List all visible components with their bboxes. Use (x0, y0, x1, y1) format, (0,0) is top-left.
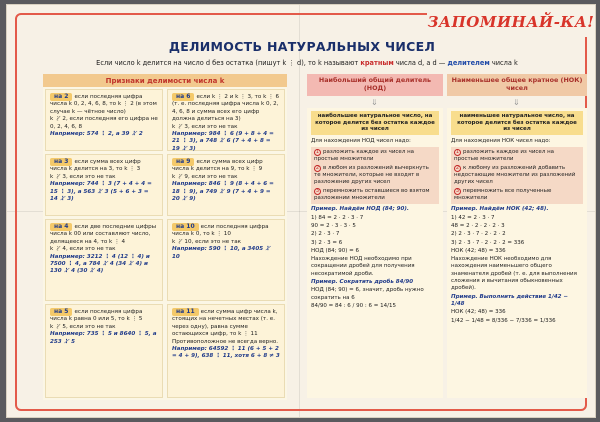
gcd-step: 1 разложить каждое из чисел на простые множители (314, 149, 415, 163)
gcd-step: 2 в любом из разложений вычеркнуть те множители, которые не входят в разложение других чисел (314, 164, 429, 186)
gcd-line: НОД (84; 90) = 6 (311, 247, 360, 254)
lcm-line: НОК (42; 48) = 336 (451, 247, 506, 254)
rules-header: Признаки делимости числа k (43, 74, 287, 87)
lcm-example2: Пример. Выполнить действие 1/42 − 1/48 (451, 293, 569, 308)
intro-text: Если число k делится на число d без остатка (пишут k ⋮ d), то k называют кратным числа d, а d — делителем числа k (96, 59, 518, 67)
rule-badge: на 5 (50, 308, 72, 316)
rule-cell (45, 304, 163, 398)
rule-badge: на 3 (50, 158, 72, 166)
lcm-steps (451, 147, 583, 204)
rule-example: Например: 590 ⋮ 10, а 3405 ⋮̸ 10 (172, 246, 271, 260)
gcd-header: Наибольший общий делитель (НОД) (307, 74, 443, 96)
gcd-step: 3 перемножить оставшиеся во взятом разложении множители (314, 187, 430, 201)
stamp-label: ЗАПОМИНАЙ-КА! (427, 7, 595, 37)
rule-badge: на 4 (50, 223, 72, 231)
gcd-note: Нахождение НОД необходимо при сокращении дробей для получения несократимой дроби. (311, 256, 415, 277)
lcm-definition: наименьшее натуральное число, на которое делится без остатка каждое из чисел (451, 111, 583, 135)
lcm-step: 2 к любому из разложений добавить недостающие множители из разложений других чисел (454, 164, 576, 186)
lcm-step: 1 разложить каждое из чисел на простые множители (454, 149, 555, 163)
rule-badge: на 10 (172, 223, 199, 231)
rule-negation: k ⋮̸ 5, если это не так (50, 323, 116, 330)
rule-cell (167, 154, 285, 216)
lcm-line: 1) 42 = 2 · 3 · 7 (451, 214, 495, 221)
lcm-column (447, 108, 587, 398)
gcd-steps (311, 147, 439, 204)
rule-badge: на 6 (172, 93, 194, 101)
gcd-fraction: 84/90 = 84 : 6 / 90 : 6 = 14/15 (311, 303, 396, 310)
rule-example: Например: 3212 ⋮ 4 (12 ⋮ 4) и 7500 ⋮ 4, а 784 ⋮̸ 4 (34 ⋮̸ 4) и 130 ⋮̸ 4 (30 ⋮̸ 4) (50, 253, 150, 275)
rule-negation: k ⋮̸ 3, если это не так (50, 173, 116, 180)
rule-text: если две последние цифры числа k 00 или составляют число, делящееся на 4, то k ⋮ 4 (50, 224, 157, 245)
rule-text: если последняя цифра числа k 0, то k ⋮ 10 (172, 224, 269, 238)
rule-text: если последняя цифра числа k равна 0 или 5, то k ⋮ 5 (50, 309, 143, 323)
gcd-column (307, 108, 443, 398)
rule-example: Например: 984 ⋮ 6 (9 + 8 + 4 = 21 ⋮ 3), а 748 ⋮̸ 6 (7 + 4 + 8 = 19 ⋮̸ 3) (172, 130, 274, 152)
page-title: ДЕЛИМОСТЬ НАТУРАЛЬНЫХ ЧИСЕЛ (168, 39, 436, 54)
rule-negation: k ⋮̸ 4, если это не так (50, 246, 116, 253)
rule-text: если сумма всех цифр числа k делится на 9, то k ⋮ 9 (172, 159, 263, 173)
rule-text: если сумма цифр числа k, стоящих на нечетных местах (т. е. через одну), равна сумме остающихся цифр, то k ⋮ 11 (172, 309, 278, 338)
rule-example: Например: 735 ⋮ 5 и 8640 ⋮ 5, а 253 ⋮̸ 5 (50, 331, 157, 345)
rule-badge: на 2 (50, 93, 72, 101)
lcm-line: 48 = 2 · 2 · 2 · 2 · 3 (451, 222, 505, 229)
rule-negation: k ⋮̸ 9, если это не так (172, 173, 238, 180)
rule-negation: k ⋮̸ 3, если это не так (172, 123, 238, 130)
gcd-definition: наибольшее натуральное число, на которое делится без остатка каждое из чисел (311, 111, 439, 135)
gcd-line: 2) 2 · 3 · 7 (311, 231, 340, 238)
rule-cell (45, 154, 163, 216)
rule-badge: на 9 (172, 158, 194, 166)
gcd-line: 90 = 2 · 3 · 3 · 5 (311, 222, 356, 229)
rule-example: Например: 744 ⋮ 3 (7 + 4 + 4 = 15 ⋮ 3), а 563 ⋮̸ 3 (5 + 6 + 3 = 14 ⋮̸ 3) (50, 181, 152, 202)
rule-text: если сумма всех цифр числа k делится на 3, то k ⋮ 3 (50, 159, 141, 173)
down-arrow-icon: ⇓ (371, 98, 378, 107)
rule-text: если последняя цифра числа k 0, 2, 4, 6, 8, то k ⋮ 2 (в этом случае k — чётное число) (50, 94, 157, 115)
rule-badge: на 11 (172, 308, 199, 316)
down-arrow-icon: ⇓ (513, 98, 520, 107)
poster-sheet (6, 4, 596, 418)
gcd-example-title: Пример. Найдём НОД (84; 90). (311, 206, 409, 213)
gcd-line: 1) 84 = 2 · 2 · 3 · 7 (311, 214, 364, 221)
rule-cell (167, 219, 285, 301)
lcm-fraction: 1/42 − 1/48 = 8/336 − 7/336 = 1/336 (451, 317, 556, 324)
rule-cell (167, 304, 285, 398)
lcm-example-title: Пример. Найдём НОК (42; 48). (451, 206, 549, 213)
gcd-lcm-panel (307, 74, 587, 400)
gcd-how: Для нахождения НОД чисел надо: (311, 137, 411, 144)
gcd-line: 3) 2 · 3 = 6 (311, 239, 343, 246)
lcm-note: Нахождение НОК необходимо для нахождения наименьшего общего знаменателя дробей (т. е. для выполнения сложения и вычитания обыкновенных дробей). (451, 256, 577, 292)
divisibility-rules-panel (43, 74, 287, 400)
lcm-header: Наименьшее общее кратное (НОК) чисел (447, 74, 587, 96)
rule-cell (45, 89, 163, 151)
rule-cell (45, 219, 163, 301)
rule-negation: Противоположное не всегда верно. (172, 338, 279, 345)
lcm-how: Для нахождения НОК чисел надо: (451, 137, 551, 144)
lcm-line: 3) 2 · 3 · 7 · 2 · 2 · 2 = 336 (451, 239, 525, 246)
lcm-step: 3 перемножить все полученные множители (454, 187, 552, 201)
rule-cell (167, 89, 285, 151)
rule-text: если k ⋮ 2 и k ⋮ 3, то k ⋮ 6 (т. е. последняя цифра числа k 0, 2, 4, 6, 8 и сумма всех его цифр должна делиться на 3) (172, 94, 280, 123)
lcm-line: 2) 2 · 3 · 7 · 2 · 2 · 2 (451, 231, 506, 238)
rule-negation: k ⋮̸ 10, если это не так (172, 238, 242, 245)
gcd-example2: Пример. Сократить дробь 84/90 (311, 279, 414, 286)
lcm-result: НОК (42; 48) = 336 (451, 309, 506, 316)
rule-example: Например: 846 ⋮ 9 (8 + 4 + 6 = 18 ⋮ 9), а 749 ⋮̸ 9 (7 + 4 + 9 = 20 ⋮̸ 9) (172, 181, 274, 202)
rule-example: Например: 574 ⋮ 2, а 39 ⋮̸ 2 (50, 130, 143, 137)
gcd-result: НОД (84; 90) = 6, значит, дробь нужно сократить на 6 (311, 287, 424, 301)
rule-negation: k ⋮̸ 2, если последняя его цифра не 0, 2, 4, 6, 8 (50, 116, 158, 130)
rule-example: Например: 64592 ⋮ 11 (6 + 5 + 2 = 4 + 9), 638 ⋮ 11, хотя 6 + 8 ≠ 3 (172, 345, 280, 360)
